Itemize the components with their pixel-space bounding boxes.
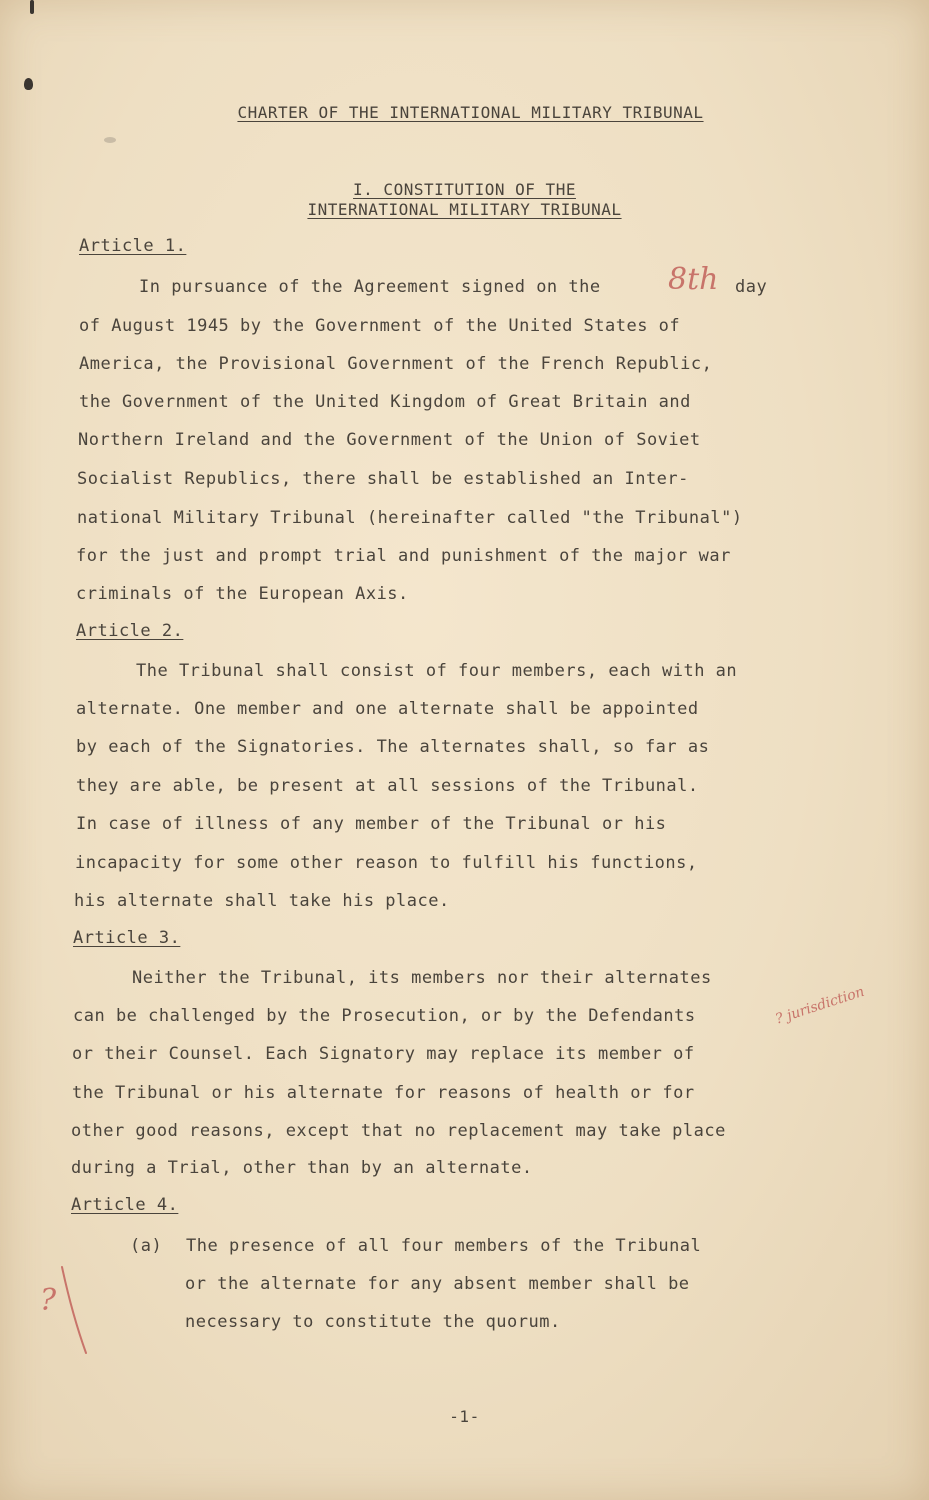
handwritten-margin-note-right: ? jurisdiction — [773, 983, 867, 1028]
punch-mark-top — [30, 0, 34, 14]
article-2-heading: Article 2. — [76, 621, 184, 641]
article-1-line: the Government of the United Kingdom of Great Britain and — [79, 392, 691, 412]
article-4-line: The presence of all four members of the Tribunal — [186, 1236, 702, 1256]
document-title: CHARTER OF THE INTERNATIONAL MILITARY TRIBUNAL — [237, 103, 704, 122]
article-2-line: they are able, be present at all sessions of the Tribunal. — [76, 776, 699, 796]
article-4-heading: Article 4. — [71, 1195, 179, 1215]
article-1-line: criminals of the European Axis. — [76, 584, 409, 604]
punch-mark-upper — [24, 78, 33, 90]
article-2-line: In case of illness of any member of the Tribunal or his — [76, 814, 667, 834]
article-2-line: alternate. One member and one alternate shall be appointed — [76, 699, 699, 719]
margin-bracket-stroke — [58, 1265, 92, 1357]
article-2-line: The Tribunal shall consist of four members, each with an — [136, 661, 738, 681]
article-3-line: Neither the Tribunal, its members nor their alternates — [132, 968, 712, 988]
article-3-line: other good reasons, except that no replacement may take place — [71, 1121, 726, 1141]
section-heading-line1: I. CONSTITUTION OF THE — [353, 180, 576, 199]
article-3-heading: Article 3. — [73, 928, 181, 948]
article-1-line-end: day — [735, 277, 768, 297]
article-3-line: the Tribunal or his alternate for reasons of health or for — [72, 1083, 695, 1103]
article-4-line: necessary to constitute the quorum. — [185, 1312, 561, 1332]
article-2-line: his alternate shall take his place. — [74, 891, 450, 911]
handwritten-margin-note-left: ? — [40, 1283, 57, 1318]
article-4-line: or the alternate for any absent member shall be — [185, 1274, 690, 1294]
article-2-line: incapacity for some other reason to fulfill his functions, — [75, 853, 698, 873]
article-1-line: for the just and prompt trial and punishment of the major war — [76, 546, 731, 566]
article-2-line: by each of the Signatories. The alternates shall, so far as — [76, 737, 710, 757]
article-4-item-label: (a) — [130, 1236, 163, 1256]
article-1-line: Northern Ireland and the Government of the Union of Soviet — [78, 430, 701, 450]
article-3-line: or their Counsel. Each Signatory may replace its member of — [72, 1044, 695, 1064]
article-3-line: can be challenged by the Prosecution, or by the Defendants — [73, 1006, 696, 1026]
page-number: -1- — [449, 1407, 480, 1426]
article-1-heading: Article 1. — [79, 236, 187, 256]
article-1-line: In pursuance of the Agreement signed on the — [139, 277, 601, 297]
smudge-mark — [104, 137, 116, 143]
article-1-line: national Military Tribunal (hereinafter called "the Tribunal") — [77, 508, 743, 528]
article-1-line: of August 1945 by the Government of the United States of — [79, 316, 681, 336]
article-1-line: America, the Provisional Government of the French Republic, — [79, 354, 713, 374]
article-3-line: during a Trial, other than by an alternate. — [71, 1158, 533, 1178]
handwritten-date: 8th — [668, 262, 719, 297]
article-1-line: Socialist Republics, there shall be established an Inter- — [77, 469, 689, 489]
section-heading-line2: INTERNATIONAL MILITARY TRIBUNAL — [307, 200, 622, 219]
